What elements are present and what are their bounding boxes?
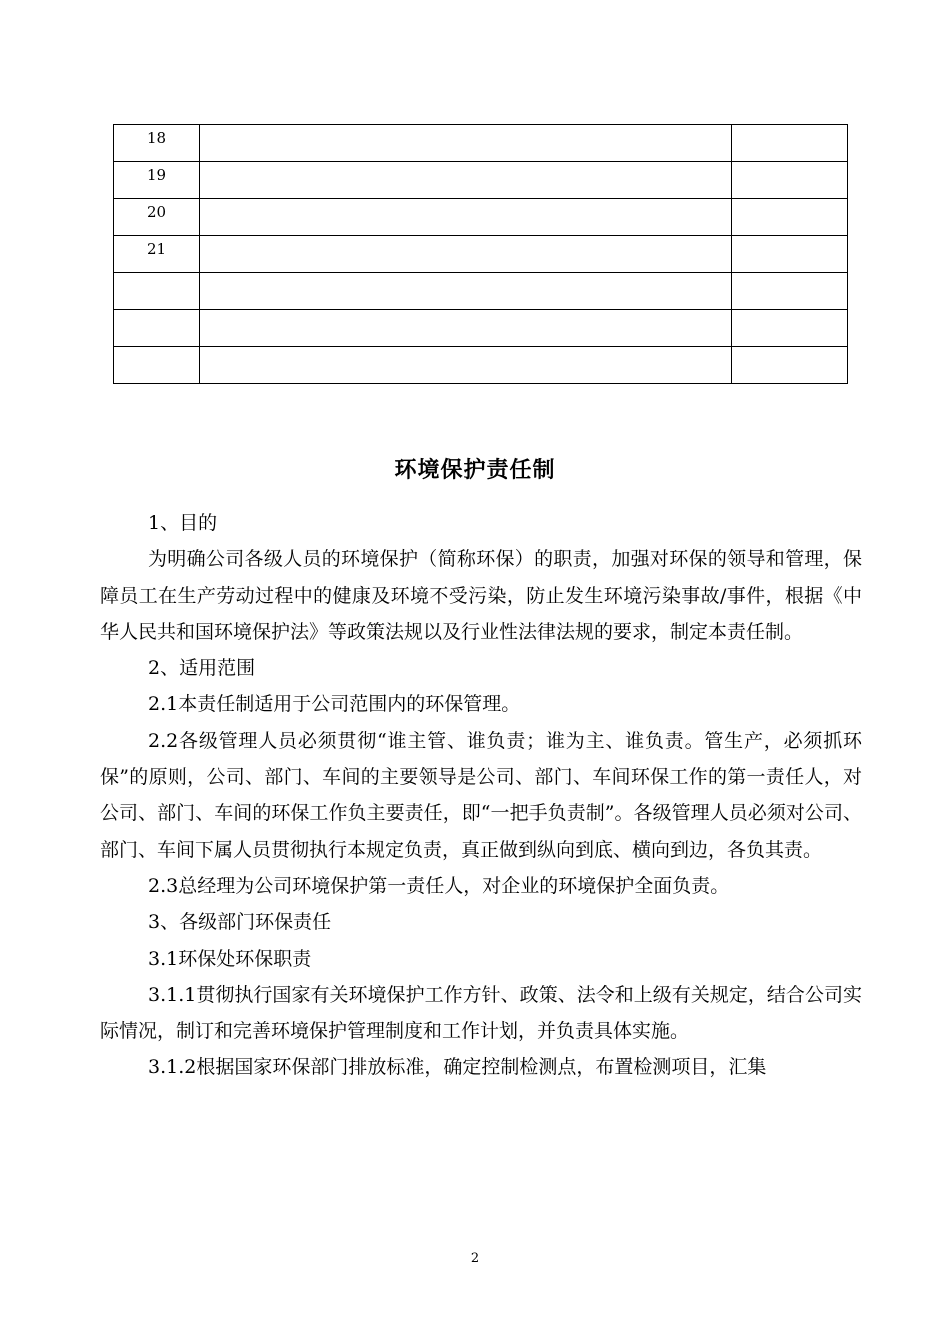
paragraph: 2.1本责任制适用于公司范围内的环保管理。 [148, 693, 521, 716]
table-row [114, 310, 848, 347]
row-content [200, 347, 732, 384]
paragraph: 3.1.2根据国家环保部门排放标准，确定控制检测点，布置检测项目，汇集 [148, 1056, 767, 1079]
table-row [114, 273, 848, 310]
row-note [732, 273, 848, 310]
paragraph: 为明确公司各级人员的环境保护（简称环保）的职责，加强对环保的领导和管理，保障员工在生产劳动过程中的健康及环境不受污染，防止发生环境污染事故/事件，根据《中华人民共和国环境保护法》等政策法规以及行业性法律法规的要求，制定本责任制。 [100, 548, 862, 643]
paragraph: 3.1.1贯彻执行国家有关环境保护工作方针、政策、法令和上级有关规定，结合公司实际情况，制订和完善环境保护管理制度和工作计划，并负责具体实施。 [100, 983, 862, 1043]
row-content [200, 125, 732, 162]
row-number: 18 [114, 125, 200, 162]
row-number [114, 347, 200, 384]
table-row [114, 236, 848, 273]
row-note [732, 347, 848, 384]
paragraph: 2.3总经理为公司环境保护第一责任人，对企业的环境保护全面负责。 [148, 874, 730, 897]
row-number: 20 [114, 199, 200, 236]
row-content [200, 162, 732, 199]
row-content [200, 310, 732, 347]
section-heading: 3、各级部门环保责任 [148, 911, 332, 934]
row-content [200, 236, 732, 273]
subsection-heading: 3.1环保处环保职责 [148, 947, 312, 970]
table-row [114, 347, 848, 384]
row-note [732, 125, 848, 162]
row-number: 19 [114, 162, 200, 199]
record-table [113, 124, 848, 384]
row-content [200, 199, 732, 236]
table-row [114, 125, 848, 162]
row-note [732, 236, 848, 273]
table-row [114, 199, 848, 236]
row-note [732, 199, 848, 236]
paragraph: 2.2各级管理人员必须贯彻“谁主管、谁负责；谁为主、谁负责。管生产，必须抓环保”的原则，公司、部门、车间的主要领导是公司、部门、车间环保工作的第一责任人，对公司、部门、车间的环保工作负主要责任，即“一把手负责制”。各级管理人员必须对公司、部门、车间下属人员贯彻执行本规定负责，真正做到纵向到底、横向到边，各负其责。 [100, 729, 862, 861]
row-note [732, 310, 848, 347]
row-number: 21 [114, 236, 200, 273]
page-number: 2 [470, 1251, 480, 1266]
row-number [114, 310, 200, 347]
section-heading: 1、目的 [148, 512, 218, 534]
section-heading: 2、适用范围 [148, 657, 256, 680]
table-row [114, 162, 848, 199]
document-title: 环境保护责任制 [394, 458, 556, 483]
document-body [100, 505, 862, 1086]
row-number [114, 273, 200, 310]
row-content [200, 273, 732, 310]
row-note [732, 162, 848, 199]
